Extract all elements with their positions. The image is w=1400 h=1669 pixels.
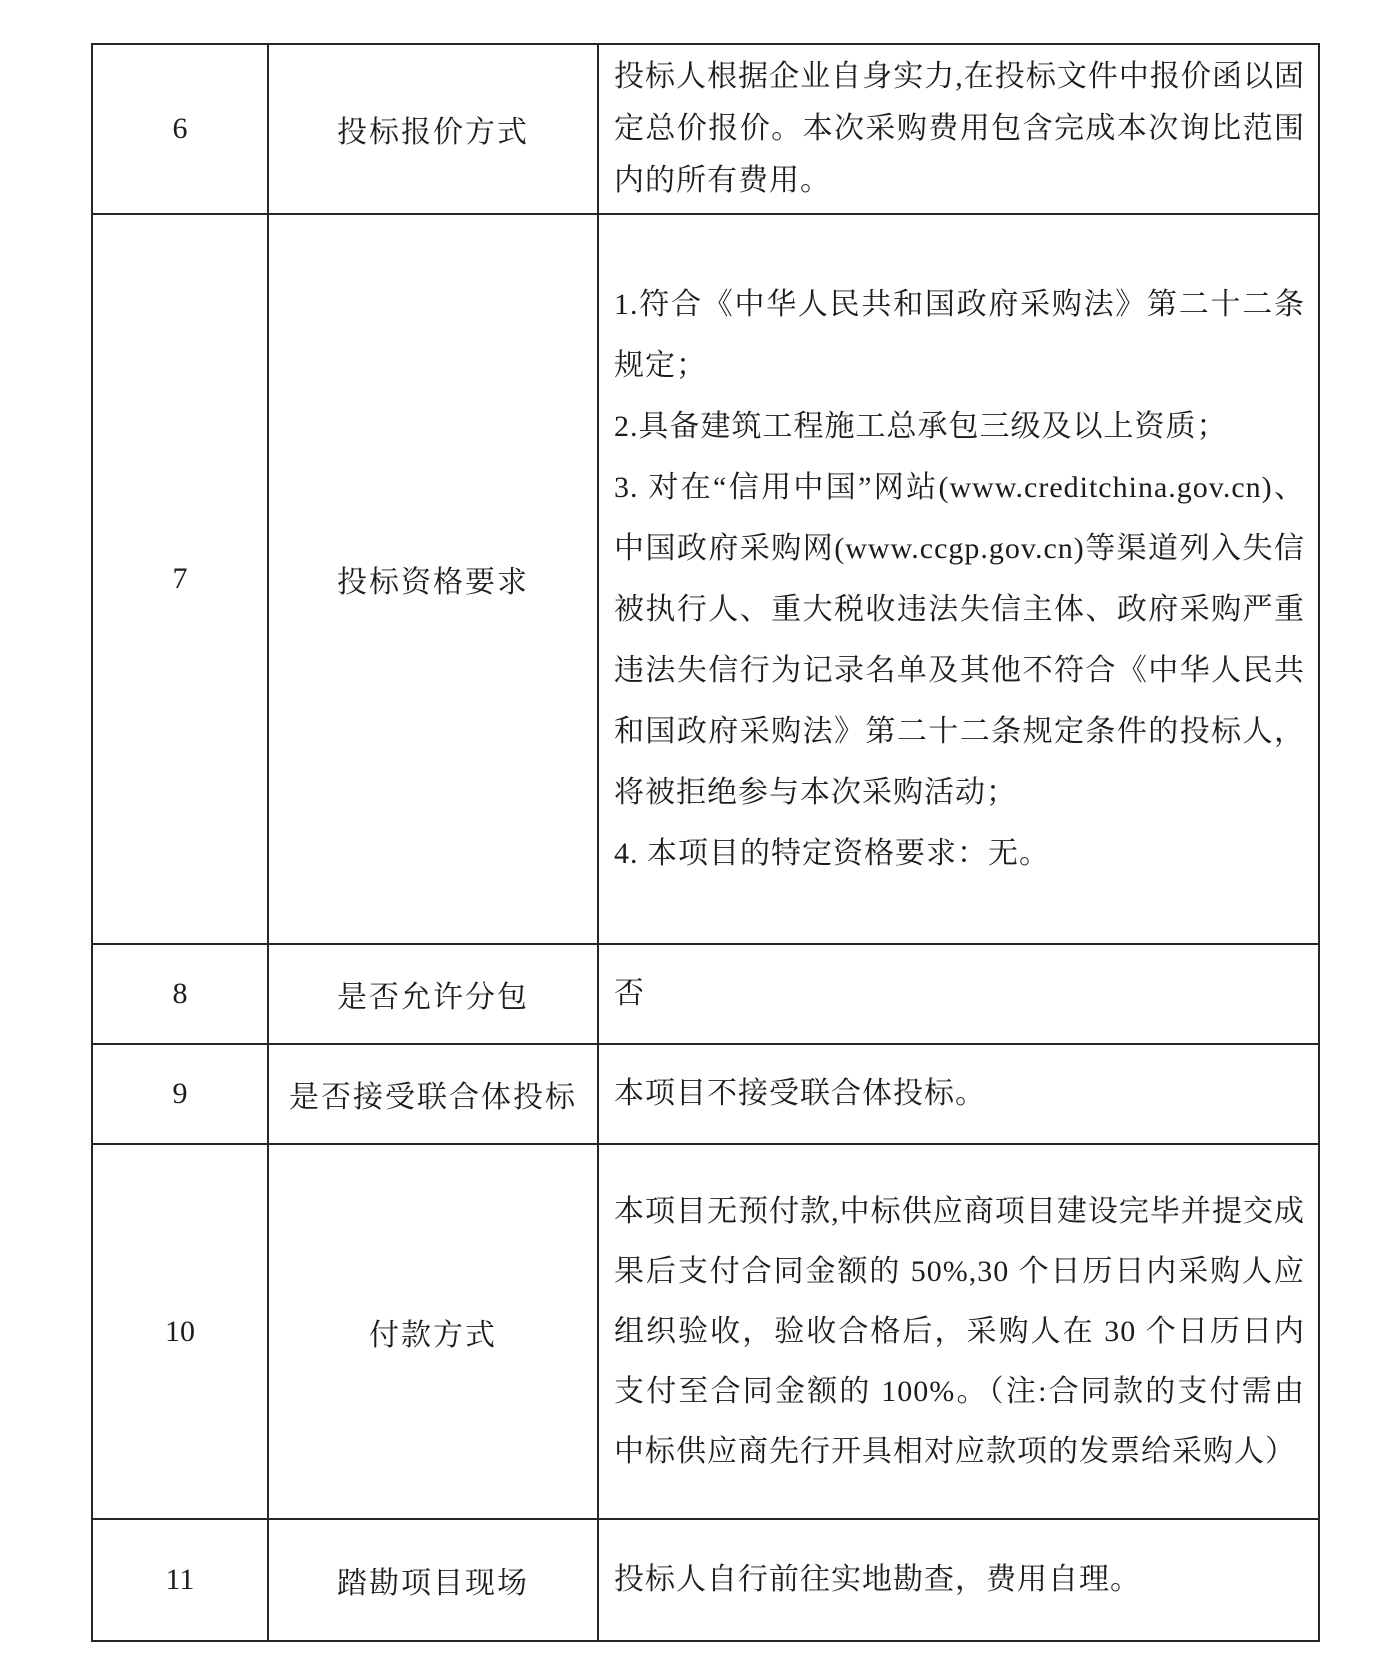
row-number: 11: [92, 1519, 268, 1641]
row-label: 付款方式: [268, 1144, 598, 1519]
content-paragraph: 1.符合《中华人民共和国政府采购法》第二十二条规定；: [614, 288, 1305, 382]
row-label: 投标报价方式: [268, 44, 598, 214]
row-label: 投标资格要求: [268, 214, 598, 944]
table-row: [92, 44, 1319, 214]
table-row: [92, 944, 1319, 1044]
table-row: [92, 214, 1319, 944]
content-paragraph: 3. 对在“信用中国”网站(www.creditchina.gov.cn)、中国政府采购网(www.ccgp.gov.cn)等渠道列入失信被执行人、重大税收违法失信主体、政府采购严重违法失信行为记录名单及其他不符合《中华人民共和国政府采购法》第二十二条规定条件的投标人，将被拒绝参与本次采购活动；: [614, 471, 1305, 809]
table-row: [92, 1044, 1319, 1144]
row-content: [598, 944, 1319, 1044]
content-paragraph: 投标人自行前往实地勘查，费用自理。: [614, 1563, 1141, 1596]
content-paragraph: 2.具备建筑工程施工总承包三级及以上资质；: [614, 410, 1228, 443]
row-content: [598, 214, 1319, 944]
row-number: 10: [92, 1144, 268, 1519]
content-paragraph: 4. 本项目的特定资格要求：无。: [614, 837, 1050, 870]
content-paragraph: 本项目无预付款,中标供应商项目建设完毕并提交成果后支付合同金额的 50%,30 个日历日内采购人应组织验收，验收合格后，采购人在 30 个日历日内支付至合同金额的 100%。（注:合同款的支付需由中标供应商先行开具相对应款项的发票给采购人）: [614, 1194, 1305, 1468]
bid-info-table: [91, 43, 1320, 1642]
row-content: [598, 1044, 1319, 1144]
table-row: [92, 1519, 1319, 1641]
row-content: [598, 1144, 1319, 1519]
row-label: 是否接受联合体投标: [268, 1044, 598, 1144]
content-paragraph: 否: [614, 977, 645, 1010]
row-number: 9: [92, 1044, 268, 1144]
row-label: 踏勘项目现场: [268, 1519, 598, 1641]
content-paragraph: 投标人根据企业自身实力,在投标文件中报价函以固定总价报价。本次采购费用包含完成本次询比范围内的所有费用。: [614, 60, 1305, 197]
row-content: [598, 44, 1319, 214]
row-number: 8: [92, 944, 268, 1044]
row-number: 6: [92, 44, 268, 214]
content-paragraph: 本项目不接受联合体投标。: [614, 1077, 986, 1110]
table-row: [92, 1144, 1319, 1519]
row-number: 7: [92, 214, 268, 944]
row-label: 是否允许分包: [268, 944, 598, 1044]
row-content: [598, 1519, 1319, 1641]
